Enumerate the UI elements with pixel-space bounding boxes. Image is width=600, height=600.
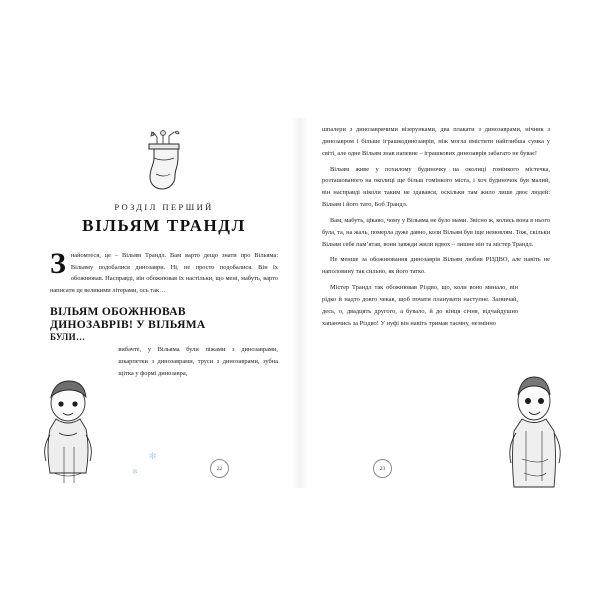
left-page-folio (210, 459, 229, 478)
chapter-title: ВІЛЬЯМ ТРАНДЛ (82, 216, 246, 235)
right-page (300, 118, 580, 488)
first-paragraph (50, 247, 278, 297)
book-spread (20, 118, 580, 488)
first-paragraph-text: найомтеся, це – Вільям Трандл. Вам варто дещо знати про Вільяма: Вільяму подобалися динозаври. Ні, не просто подобалися. Він їх обожнював. Насправді, він обожнював їх настільки, що мені, мабуть, варто написати це великими літерами, ось так… (50, 252, 278, 294)
paragraph: Містер Трандл так обожнював Різдво, що, коли воно минало, він рідко й надто довго чекав, щоб почати планувати наступне. Зазвичай, десь, о, двадцять другого, а бувало, й до кінця січня, відчайдушно хапаючись за Різдво! У нуфі він навіть тримав таємну, незмінно (322, 284, 519, 327)
snowflake-icon: ✻ (148, 451, 157, 461)
shout-line-1: ВІЛЬЯМ ОБОЖНЮВАВ (50, 305, 186, 318)
left-page (20, 118, 300, 488)
paragraph: Вільям живе у похилому будиночку на околиці гомінкого містечка, розташованого на околиці ще більш гомінкого міста, і хоч будиночок був малий, він насправді ніколи таким не здавався, оскільки там жило лише двоє людей: Вільям і його тато, Боб Трандл. (322, 165, 550, 209)
christmas-stocking-illustration (50, 130, 278, 192)
shout-block (50, 306, 278, 345)
shout-line-2: ДИНОЗАВРІВ! У ВІЛЬЯМА (50, 318, 206, 331)
girl-character-illustration (34, 377, 108, 488)
drop-cap: З (50, 247, 66, 280)
chapter-label: РОЗДІЛ ПЕРШИЙ (114, 202, 214, 212)
paragraph: Вам, мабуть, цікаво, чому у Вільяма не було мами. Звісно ж, колись вона в нього була, та, на жаль, померла дуже давно, коли Вільям був іще немовлям. Тож, скільки Вільям себе пам’ятав, вони завжди жили вдвох – лишне він та містер Трандл. (322, 216, 550, 248)
right-page-body (322, 124, 550, 330)
man-character-illustration (498, 373, 568, 488)
paragraph: Не менше за обожнювання динозаврів Вільям любив РІЗДВО, але навіть не наполовину так сильно, як його татко. (322, 256, 550, 276)
after-shout-text: вибачте, у Вільяма були піжами з динозаврами, шкарпетки з динозаврами, труси з динозаврами, зубна щітка у формі динозавра, (118, 346, 278, 377)
right-page-folio (373, 459, 392, 478)
paragraph: шпалери з динозаврячими візерунками, два плакати з динозаврами, нічник з динозавром і більше іграшкодинозаврів, ніж могла вмістити найглибша сумка у світі, але одне Вільям знав напевне – іграшкових динозаврів забагато не буває! (322, 126, 550, 157)
snowflake-icon: ✻ (132, 468, 138, 476)
right-folio-number: 23 (373, 459, 392, 478)
left-folio-number: 22 (210, 459, 229, 478)
shout-line-3: БУЛИ… (50, 332, 86, 343)
